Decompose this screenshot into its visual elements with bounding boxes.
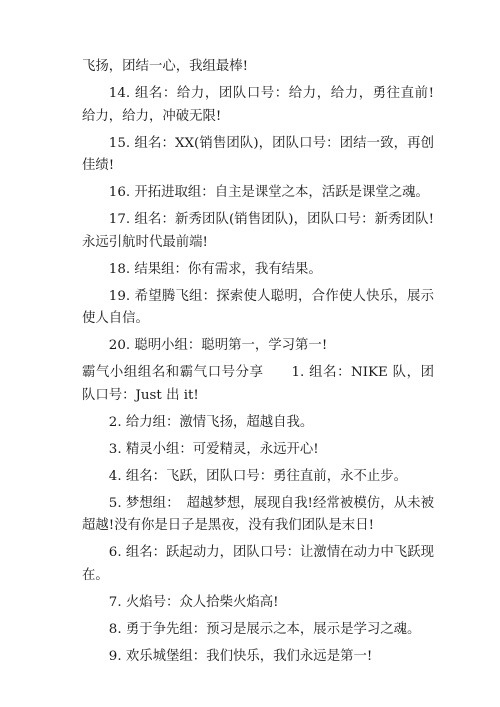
paragraph-2: 15. 组名：XX(销售团队)，团队口号：团结一致，再创佳绩! bbox=[82, 135, 434, 173]
paragraph-10: 3. 精灵小组：可爱精灵，永远开心! bbox=[108, 441, 319, 457]
paragraph-5: 18. 结果组：你有需求，我有结果。 bbox=[108, 261, 322, 277]
paragraph-12: 5. 梦想组： 超越梦想，展现自我!经常被模仿，从未被超越!没有你是日子是黑夜，没有我们团队是末日! bbox=[82, 495, 434, 533]
paragraph-7: 20. 聪明小组：聪明第一，学习第一! bbox=[108, 338, 328, 353]
paragraph-15: 8. 勇于争先组：预习是展示之本，展示是学习之魂。 bbox=[108, 621, 421, 637]
paragraph-9: 2. 给力组：激情飞扬，超越自我。 bbox=[108, 414, 314, 430]
paragraph-1: 14. 组名：给力，团队口号：给力，给力，勇往直前!给力，给力，冲破无限! bbox=[82, 86, 434, 124]
paragraph-4: 17. 组名：新秀团队(销售团队)，团队口号：新秀团队!永远引航时代最前端! bbox=[82, 212, 434, 250]
paragraph-14: 7. 火焰号：众人拾柴火焰高! bbox=[108, 594, 279, 610]
paragraph-11: 4. 组名：飞跃，团队口号：勇往直前，永不止步。 bbox=[108, 468, 408, 484]
paragraph-16: 9. 欢乐城堡组：我们快乐，我们永远是第一! bbox=[108, 648, 373, 664]
paragraph-8: 霸气小组组名和霸气口号分享 1. 组名：NIKE 队，团队口号：Just 出 it! bbox=[82, 365, 434, 403]
paragraph-3: 16. 开拓进取组：自主是课堂之本，活跃是课堂之魂。 bbox=[108, 185, 429, 200]
paragraph-0: 飞扬，团结一心，我组最棒! bbox=[82, 59, 249, 74]
paragraph-6: 19. 希望腾飞组：探索使人聪明，合作使人快乐，展示使人自信。 bbox=[82, 288, 434, 326]
paragraph-13: 6. 组名：跃起动力，团队口号：让激情在动力中飞跃现在。 bbox=[82, 545, 434, 583]
